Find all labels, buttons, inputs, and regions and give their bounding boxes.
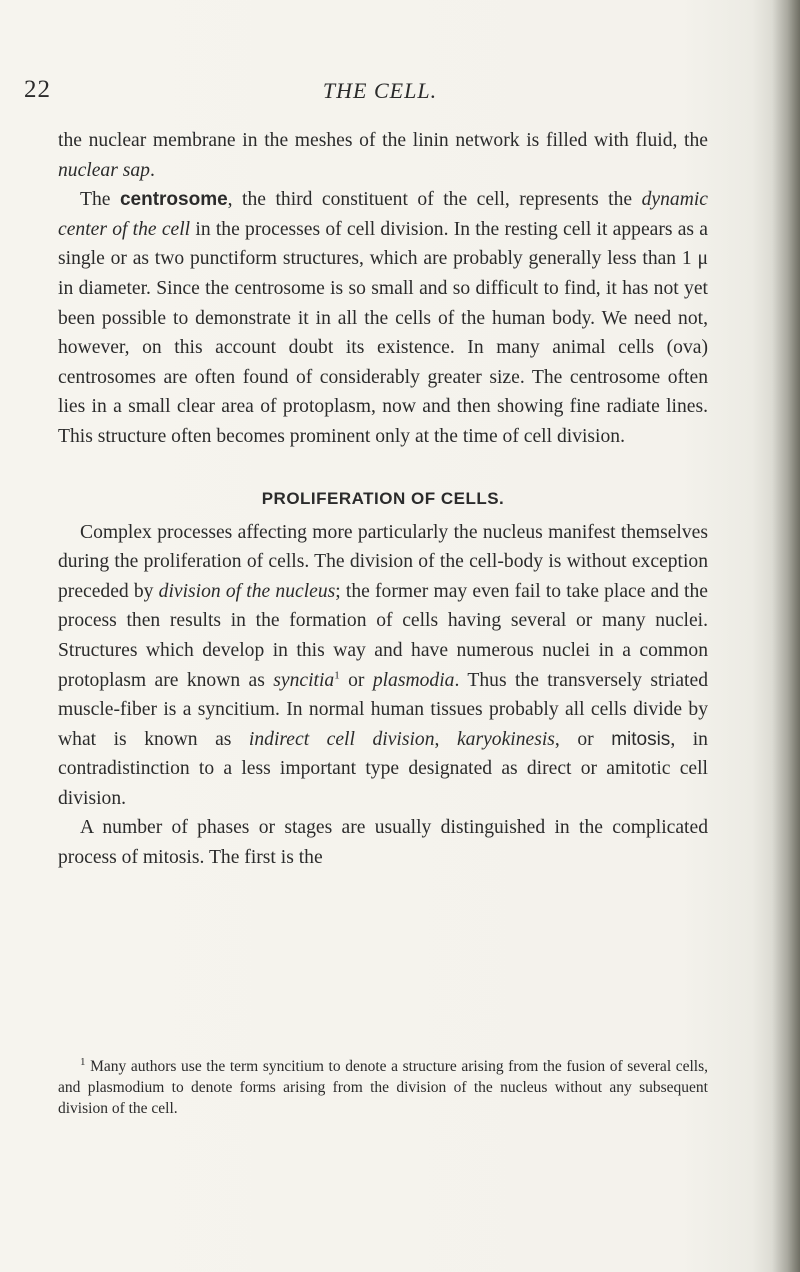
text-run: .: [149, 159, 155, 181]
emphasis-plasmodia: plasmodia: [372, 669, 455, 691]
footnote-reference: 1: [334, 668, 340, 681]
paragraph-proliferation: [58, 518, 708, 814]
text-run: in the processes of cell division. In the resting cell it appears as a single or as two punctiform structures, which are probably generally less than 1 μ in diameter. Since the centrosome is so small and so difficult to find, it has not yet been possible to demonstrate it in all the cells of the human body. We need not, however, on this account doubt its existence. In many animal cells (ova) centrosomes are often found of considerably greater size. The centrosome often lies in a small clear area of protoplasm, now and then showing fine radiate lines. This structure often becomes prominent only at the time of cell division.: [58, 218, 708, 447]
text-run: or: [339, 669, 373, 691]
emphasis-dynamic-center: dynamic center of the cell: [58, 189, 708, 240]
section-heading: PROLIFERATION OF CELLS.: [261, 488, 505, 508]
text-run: the nuclear membrane in the meshes of the linin network is filled with fluid, the: [58, 130, 708, 151]
emphasis-nuclear-sap: nuclear sap: [58, 159, 150, 181]
emphasis-division-of-nucleus: division of the nucleus: [158, 580, 336, 602]
text-run: The: [80, 189, 120, 211]
page-edge-shadow: [772, 0, 800, 1272]
footnote-text: Many authors use the term syncitium to denote a structure arising from the fusion of several cells, and plasmodium to denote forms arising from the division of the nucleus without any subsequent division of the cell.: [58, 1058, 708, 1117]
term-mitosis: mitosis: [611, 728, 671, 750]
paragraph-nuclear-sap: [58, 126, 708, 185]
text-run: ; the former may even fail to take place and the process then results in the formation of cells having several or many nuclei. Structures which develop in this way and have numerous nuclei in a common protoplasm are known as: [58, 580, 708, 691]
text-run: , the third constituent of the cell, represents the: [227, 189, 642, 211]
emphasis-syncitia: syncitia: [273, 669, 335, 691]
page-header: [24, 76, 724, 108]
emphasis-karyokinesis: karyokinesis: [456, 728, 555, 750]
emphasis-indirect-cell-division: indirect cell division: [248, 728, 435, 750]
text-run: , in contradistinction to a less important type designated as direct or amitotic cell division.: [58, 728, 708, 809]
term-centrosome: centrosome: [119, 189, 228, 211]
paragraph-phases: [58, 813, 708, 872]
footnote-paragraph: [58, 1056, 708, 1119]
text-run: A number of phases or stages are usually distinguished in the complicated process of mitosis. The first is the: [58, 817, 708, 869]
text-run: ,: [434, 728, 457, 750]
text-run: Complex processes affecting more particularly the nucleus manifest themselves during the proliferation of cells. The division of the cell-body is without exception preceded by: [58, 521, 708, 602]
footnote: [58, 1056, 708, 1119]
text-run: . Thus the transversely striated muscle-fiber is a syncitium. In normal human tissues probably all cells divide by what is known as: [58, 669, 708, 750]
footnote-marker: 1: [80, 1055, 86, 1068]
body-text: [58, 126, 708, 873]
page-number: 22: [24, 76, 51, 103]
paragraph-centrosome: [58, 185, 708, 451]
text-run: , or: [554, 728, 612, 750]
running-title: THE CELL.: [322, 78, 438, 103]
